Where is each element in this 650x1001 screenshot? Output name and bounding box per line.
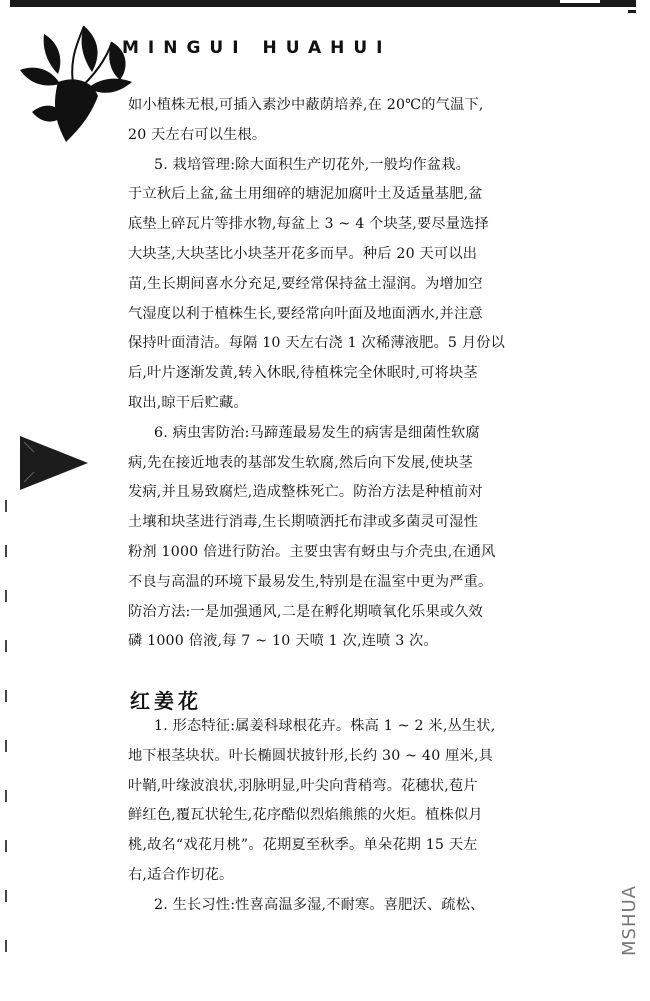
text-line: 保持叶面清洁。每隔 10 天左右浇 1 次稀薄液肥。5 月份以 [128, 335, 505, 352]
text-line: 20 天左右可以生根。 [128, 126, 267, 143]
text-line: 发病,并且易致腐烂,造成整株死亡。防治方法是种植前对 [128, 484, 483, 501]
margin-tick [5, 500, 7, 512]
margin-tick [5, 740, 7, 752]
text-line: 桃,故名“戏花月桃”。花期夏至秋季。单朵花期 15 天左 [128, 837, 478, 854]
margin-tick [5, 690, 7, 702]
watermark: MSHUA [619, 885, 640, 956]
text-line: 磷 1000 倍液,每 7 ~ 10 天喷 1 次,连喷 3 次。 [128, 633, 438, 650]
section-heading: 红姜花 [130, 689, 202, 713]
margin-tick [5, 790, 7, 802]
orchid-illustration-icon [14, 20, 138, 146]
text-line: 粉剂 1000 倍进行防治。主要虫害有蚜虫与介壳虫,在通风 [128, 543, 496, 560]
top-rule [10, 0, 636, 7]
text-line: 叶鞘,叶缘波浪状,羽脉明显,叶尖向背稍弯。花穗状,苞片 [128, 777, 478, 794]
corner-mark [628, 10, 636, 13]
text-line: 土壤和块茎进行消毒,生长期喷洒托布津或多菌灵可湿性 [128, 514, 479, 531]
text-line: 右,适合作切花。 [128, 866, 234, 883]
text-line: 1. 形态特征:属姜科球根花卉。株高 1 ~ 2 米,丛生状, [154, 718, 496, 734]
margin-tick [5, 890, 7, 902]
section2-text [128, 712, 578, 921]
text-line: 后,叶片逐渐发黄,转入休眠,待植株完全休眠时,可将块茎 [128, 365, 478, 382]
text-line: 于立秋后上盆,盆土用细碎的塘泥加腐叶土及适量基肥,盆 [128, 186, 483, 203]
margin-tick [5, 640, 7, 652]
text-line: 如小植株无根,可插入素沙中蔽荫培养,在 20℃的气温下, [128, 97, 484, 113]
margin-tick [5, 590, 7, 602]
text-line: 取出,晾干后贮藏。 [128, 394, 248, 411]
text-line: 气湿度以利于植株生长,要经常向叶面及地面洒水,并注意 [128, 305, 483, 322]
text-line: 不良与高温的环境下最易发生,特别是在温室中更为严重。 [128, 573, 493, 590]
margin-tick [5, 940, 7, 952]
text-line: 地下根茎块状。叶长椭圆状披针形,长约 30 ~ 40 厘米,具 [128, 747, 494, 764]
text-line: 底垫上碎瓦片等排水物,每盆上 3 ~ 4 个块茎,要尽量选择 [128, 216, 489, 233]
margin-tick [5, 545, 7, 557]
text-line: 2. 生长习性:性喜高温多湿,不耐寒。喜肥沃、疏松、 [154, 896, 485, 913]
text-line: 鲜红色,覆瓦状轮生,花序酷似烈焰熊熊的火炬。植株似月 [128, 807, 483, 824]
text-line: 病,先在接近地表的基部发生软腐,然后向下发展,使块茎 [128, 454, 474, 471]
text-line: 6. 病虫害防治:马蹄莲最易发生的病害是细菌性软腐 [154, 424, 480, 441]
margin-tick [5, 840, 7, 852]
text-line: 苗,生长期间喜水分充足,要经常保持盆土湿润。为增加空 [128, 275, 483, 292]
text-line: 防治方法:一是加强通风,二是在孵化期喷氧化乐果或久效 [128, 603, 483, 620]
section1-text [128, 91, 578, 657]
text-line: 大块茎,大块茎比小块茎开花多而早。种后 20 天可以出 [128, 245, 478, 262]
running-header: MINGUI HUAHUI [122, 38, 392, 58]
text-line: 5. 栽培管理:除大面积生产切花外,一般均作盆栽。 [154, 156, 471, 173]
arrow-marker-icon [18, 432, 90, 494]
top-rule-gap [560, 0, 600, 3]
